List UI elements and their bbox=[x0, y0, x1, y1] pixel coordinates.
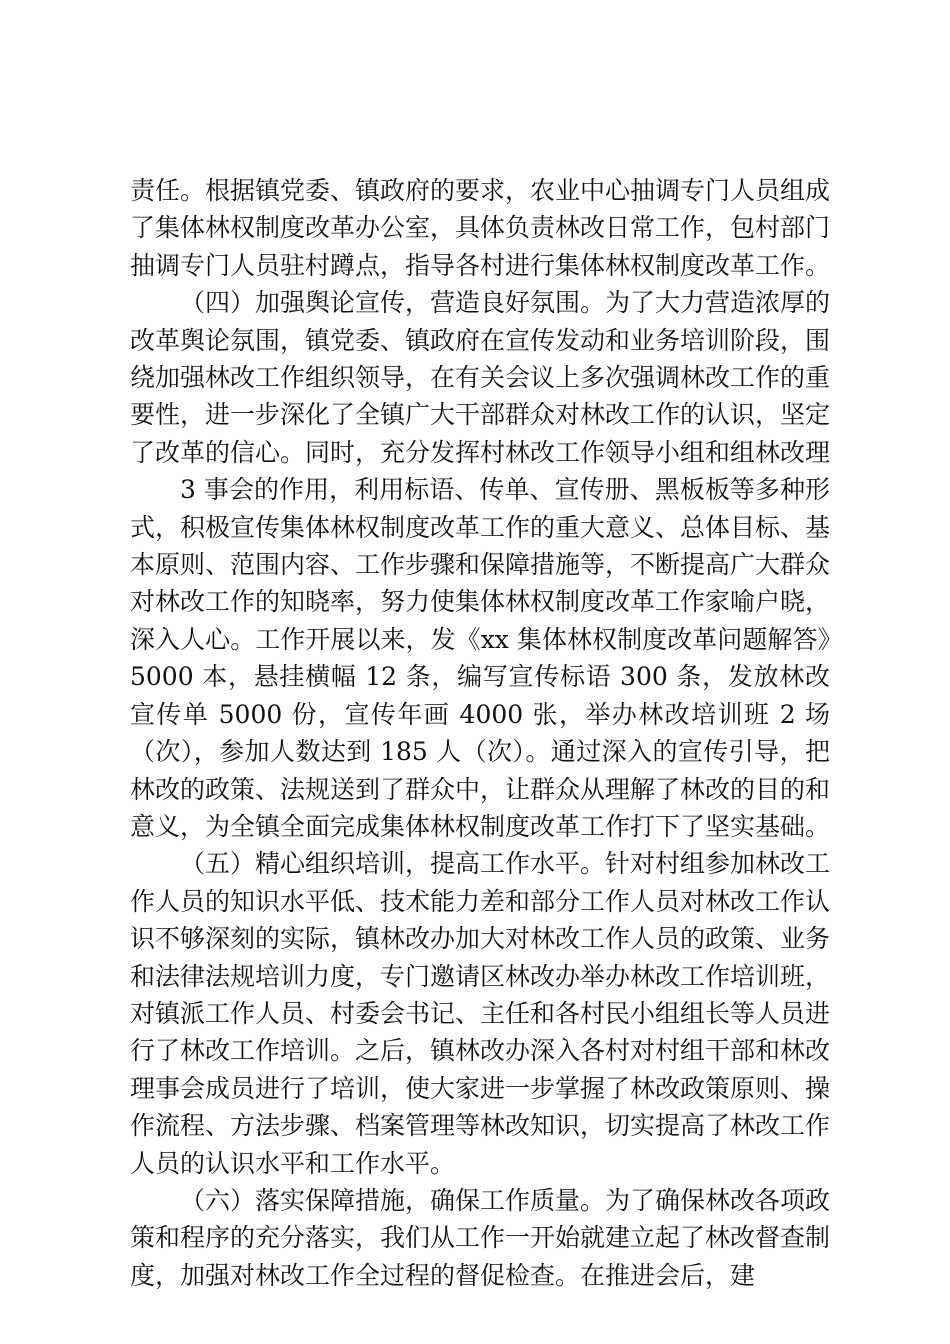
paragraph-section-4: （四）加强舆论宣传，营造良好氛围。为了大力营造浓厚的改革舆论氛围，镇党委、镇政府在宣传发动和业务培训阶段，围绕加强林改工作组织领导，在有关会议上多次强调林改工作的重要性，进一步深化了全镇广大干部群众对林改工作的认识，坚定了改革的信心。同时，充分发挥村林改工作领导小组和组林改理 bbox=[130, 288, 831, 467]
document-body bbox=[130, 172, 830, 1294]
paragraph-section-4-continued: 3 事会的作用，利用标语、传单、宣传册、黑板板等多种形式，积极宣传集体林权制度改革工作的重大意义、总体目标、基本原则、范围内容、工作步骤和保障措施等，不断提高广大群众对林改工作的知晓率，努力使集体林权制度改革工作家喻户晓，深入人心。工作开展以来，发《xx 集体林权制度改革问题解答》5000 本，悬挂横幅 12 条，编写宣传标语 300 条，发放林改宣传单 5000 份，宣传年画 4000 张，举办林改培训班 2 场（次），参加人数达到 185 人（次）。通过深入的宣传引导，把林改的政策、法规送到了群众中，让群众从理解了林改的目的和意义，为全镇全面完成集体林权制度改革工作打下了坚实基础。 bbox=[130, 475, 831, 841]
paragraph-continuation: 责任。根据镇党委、镇政府的要求，农业中心抽调专门人员组成了集体林权制度改革办公室，具体负责林改日常工作，包村部门抽调专门人员驻村蹲点，指导各村进行集体林权制度改革工作。 bbox=[130, 176, 831, 280]
paragraph-section-5: （五）精心组织培训，提高工作水平。针对村组参加林改工作人员的知识水平低、技术能力差和部分工作人员对林改工作认识不够深刻的实际，镇林改办加大对林改工作人员的政策、业务和法律法规培训力度，专门邀请区林改办举办林改工作培训班，对镇派工作人员、村委会书记、主任和各村民小组组长等人员进行了林改工作培训。之后，镇林改办深入各村对村组干部和林改理事会成员进行了培训，使大家进一步掌握了林改政策原则、操作流程、方法步骤、档案管理等林改知识，切实提高了林改工作人员的认识水平和工作水平。 bbox=[130, 849, 831, 1178]
paragraph-section-6: （六）落实保障措施，确保工作质量。为了确保林改各项政策和程序的充分落实，我们从工作一开始就建立起了林改督查制度，加强对林改工作全过程的督促检查。在推进会后，建 bbox=[130, 1185, 831, 1290]
